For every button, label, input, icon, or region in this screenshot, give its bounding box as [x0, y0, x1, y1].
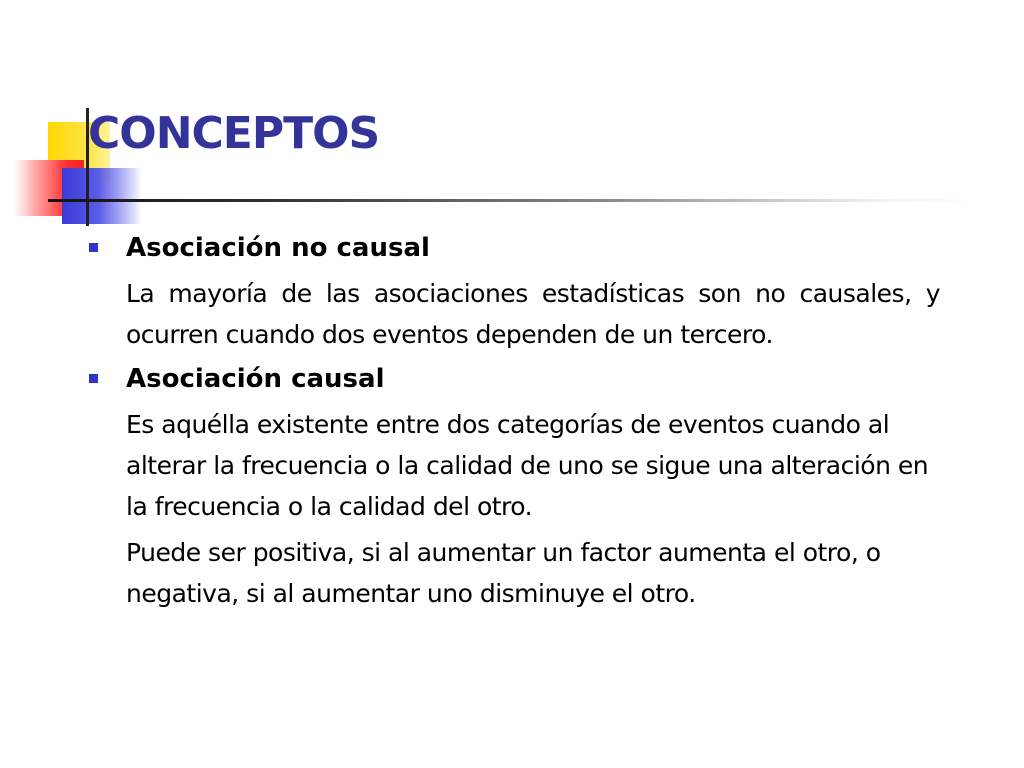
list-item [84, 228, 940, 355]
bullet-list [84, 228, 940, 618]
list-item [84, 359, 940, 614]
item-paragraph: La mayoría de las asociaciones estadísticas son no causales, y ocurren cuando dos eventos dependen de un tercero. [126, 279, 940, 349]
blue-square-decoration-icon [62, 168, 142, 224]
slide-title: CONCEPTOS [88, 108, 380, 159]
item-heading: Asociación causal [126, 364, 385, 394]
title-underline-rule [48, 199, 968, 202]
item-heading: Asociación no causal [126, 233, 430, 263]
item-paragraph: Es aquélla existente entre dos categorías de eventos cuando al alterar la frecuencia o la calidad de uno se sigue una alteración en la frecuencia o la calidad del otro. [126, 410, 929, 521]
square-bullet-icon [89, 243, 98, 252]
square-bullet-icon [89, 374, 98, 383]
item-paragraph: Puede ser positiva, si al aumentar un factor aumenta el otro, o negativa, si al aumentar uno disminuye el otro. [126, 538, 881, 608]
